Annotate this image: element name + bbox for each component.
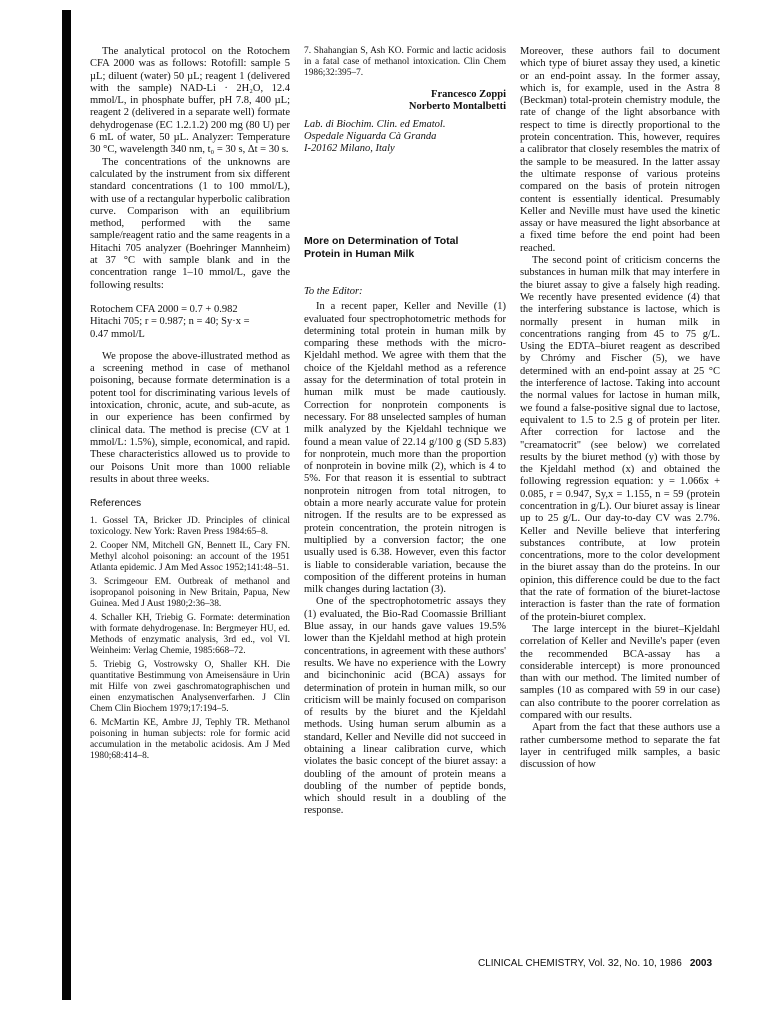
- reference-list-continued: [304, 46, 506, 79]
- column-3: [520, 46, 720, 772]
- reference-item: 2. Cooper NM, Mitchell GN, Bennett IL, Cary FN. Methyl alcohol poisoning: an account of the 1951 Atlanta epidemic. J Am Med Assoc 1952;141:48–51.: [90, 541, 290, 574]
- equation-line-1: Rotochem CFA 2000 = 0.7 + 0.982: [90, 303, 238, 315]
- proposal-paragraph: We propose the above-illustrated method as a screening method in case of methanol poisoning, because formate determination is a potent tool for discriminating various levels of intoxication, chronic, acute, and sub-acute, as in our experience has been confirmed by clinical data. The method is precise (CV at 1 mmol/L: 1.5%), simple, economical, and rapid. These characteristics allowed us to provide to our Poisons Unit more than 1000 reliable results in about three weeks.: [90, 350, 290, 485]
- column-2: [304, 46, 506, 818]
- equation-line-2: Hitachi 705; r = 0.987; n = 40; Sy·x =: [90, 316, 250, 328]
- author-block: [304, 89, 506, 113]
- body-paragraph: One of the spectrophotometric assays they (1) evaluated, the Bio-Rad Coomassie Brilliant Blue assay, in our hands gave values 19.5% lower than the Kjeldahl method at high protein concentrations, in agreement with these authors' results. We have no experience with the Lowry and bicinchoninic acid (BCA) assays for determination of protein in human milk, so our criticism will be mainly focused on comparison of results by the biuret and the Kjeldahl methods. Using human serum albumin as a standard, Keller and Neville did not succeed in obtaining a linear calibration curve, which violates the basic concept of the biuret assay: a doubling of the amount of protein means a doubling of the number of peptide bonds, which should result in a doubling of the response.: [304, 596, 506, 817]
- reference-item: 6. McMartin KE, Ambre JJ, Tephly TR. Methanol poisoning in human subjects: role for formic acid accumulation in the metabolic acidosis. Am J Med 1980;68:414–8.: [90, 718, 290, 762]
- reference-list: [90, 516, 290, 762]
- column-1: [90, 46, 290, 765]
- body-paragraph: The second point of criticism concerns the substances in human milk that may interfere in the biuret assay to give a falsely high reading. We recently have presented evidence (4) that the interfering substance is lactose, which is normally present in human milk in concentrations ranging from 45 to 75 g/L. Using the EDTA–biuret reagent as described by Chrómy and Fischer (5), we have determined with an end-point assay at 25 °C the interference of lactose. Taking into account the normal values for lactose in human milk, we found a false-positive signal due to lactose, equivalent to 1.5 to 2.5 g of protein per liter. After correction for lactose and the "creamatocrit" (see below) we correlated results by the biuret method (y) with those by the Kjeldahl method (x) and obtained the following regression equation: y = 1.066x + 0.085, r = 0.947, Sy,x = 1.155, n = 59 (protein concentration in g/L). Our biuret assay is linear up to 25 g/L. Our day-to-day CV was 2.7%. Keller and Neville believe that interfering substances contribute, at low protein concentrations, more to the color development in the biuret assay than do the proteins. In our opinion, this difference could be due to the fact that the rate of formation of the biuret-lactose interaction is faster than the rate of formation of the protein-biuret complex.: [520, 255, 720, 623]
- title-line: More on Determination of Total: [304, 235, 459, 247]
- body-paragraph: Moreover, these authors fail to document which type of biuret assay they used, a kinetic or an end-point assay. In the former assay, which is, for example, used in the Astra 8 (Beckman) total-protein chemistry module, the rate of change of the light absorbance with respect to time is directly proportional to the protein concentration. This, however, requires a calibrator that closely resembles the matrix of the sample to be measured. In the latter assay the ultimate response of various proteins compared on the basis of protein nitrogen content is essentially identical. Presumably Keller and Neville must have used the kinetic assay or have measured the light absorbance at a fixed time before the end point had been reached.: [520, 46, 720, 254]
- page-footer: [478, 958, 712, 969]
- author-name: Norberto Montalbetti: [408, 101, 506, 112]
- regression-equation: [90, 304, 290, 341]
- references-heading: References: [90, 498, 142, 510]
- body-paragraph: In a recent paper, Keller and Neville (1) evaluated four spectrophotometric methods for determining total protein in human milk by comparing these methods with the micro-Kjeldahl method. We agree with them that the choice of the Kjeldahl method as a reference assay for the determination of total protein in human milk must be made cautiously. Correction for nonprotein components is necessary. For 88 unselected samples of human milk analyzed by the Kjeldahl technique we found a mean value of 22.14 g/100 g (SD 5.83) for nonprotein, much more than the proportion of nonprotein in bovine milk (2), which is 4 to 5%. For that reason it is essential to subtract nonprotein nitrogen from total nitrogen, to obtain a more nearly accurate value for protein nitrogen. If the results are to be expressed as protein concentration, the protein nitrogen is multiplied by a conversion factor; the one usually used is 6.38. However, even this factor is liable to considerable variation, because the composition of the different proteins in human milk changes during lactation (3).: [304, 301, 506, 596]
- author-name: Francesco Zoppi: [431, 89, 506, 100]
- title-line: Protein in Human Milk: [304, 247, 415, 260]
- body-paragraph: Apart from the fact that these authors use a rather cumbersome method to separate the fat layer in centrifuged milk samples, a basic discussion of how: [520, 722, 720, 771]
- reference-item: 4. Schaller KH, Triebig G. Formate: determination with formate dehydrogenase. In: Bergmeyer HU, ed. Methods of enzymatic analysis, 3rd ed., vol VI. Weinheim: Verlag Chemie, 1985:668–72.: [90, 613, 290, 657]
- letter-title: [304, 235, 506, 260]
- concentration-paragraph: The concentrations of the unknowns are calculated by the instrument from six different standard concentrations (1 to 100 mmol/L), with use of a rectangular hyperbolic calibration curve. Comparison with an equilibrium method, performed with the same sample/reagent ratio and the same reagents in a Hitachi 705 analyzer (Boehringer Mannheim) at 37 °C with sample blank and in the concentration range 1–10 mmol/L, gave the following results:: [90, 156, 290, 291]
- reference-item: 1. Gossel TA, Bricker JD. Principles of clinical toxicology. New York: Raven Press 1984:65–8.: [90, 516, 290, 538]
- protocol-paragraph: The analytical protocol on the Rotochem CFA 2000 was as follows: Rotofill: sample 5 µL; diluent (water) 50 µL; reagent 1 (delivered with the sample) NAD-Li · 2H₂O, 12.4 mmol/L, in phosphate buffer, pH 7.8, 400 µL; reagent 2 (delivered in a separate well) formate dehydrogenase (EC 1.2.1.2) 200 mg (80 U) per 6 mL of water, 50 µL. Analyzer: Temperature 30 °C, wavelength 340 nm, t₀ = 30 s, Δt = 30 s.: [90, 46, 290, 156]
- scan-edge-bar: [62, 10, 71, 1000]
- affiliation-line: Lab. di Biochim. Clin. ed Ematol.: [304, 119, 446, 130]
- equation-line-3: 0.47 mmol/L: [90, 328, 145, 340]
- body-paragraph: The large intercept in the biuret–Kjeldahl correlation of Keller and Neville's paper (even the recommended BCA-assay has a considerable intercept) is more pronounced than with our method. The limited number of samples (10 as compared with 59 in our case) can also contribute to the poorer correlation as compared with our results.: [520, 623, 720, 722]
- affiliation-line: Ospedale Niguarda Cà Granda: [304, 131, 437, 142]
- reference-item: 3. Scrimgeour EM. Outbreak of methanol and isopropanol poisoning in New Britain, Papua, New Guinea. Med J Aust 1980;2:36–38.: [90, 577, 290, 610]
- reference-item: 7. Shahangian S, Ash KO. Formic and lactic acidosis in a fatal case of methanol intoxication. Clin Chem 1986;32:395–7.: [304, 46, 506, 78]
- page-number: 2003: [689, 958, 713, 969]
- affiliation-line: I-20162 Milano, Italy: [304, 143, 395, 154]
- journal-citation: CLINICAL CHEMISTRY, Vol. 32, No. 10, 1986: [478, 958, 682, 969]
- salutation: To the Editor:: [304, 286, 363, 297]
- affiliation-block: [304, 119, 506, 155]
- reference-item: 5. Triebig G, Vostrowsky O, Shaller KH. Die quantitative Bestimmung von Ameisensäure in Urin mit Hilfe von zwei gaschromatographischen und einen enzymatischen Analysenverfarhen. J Clin Chem Clin Biochem 1979;17:194–5.: [90, 660, 290, 715]
